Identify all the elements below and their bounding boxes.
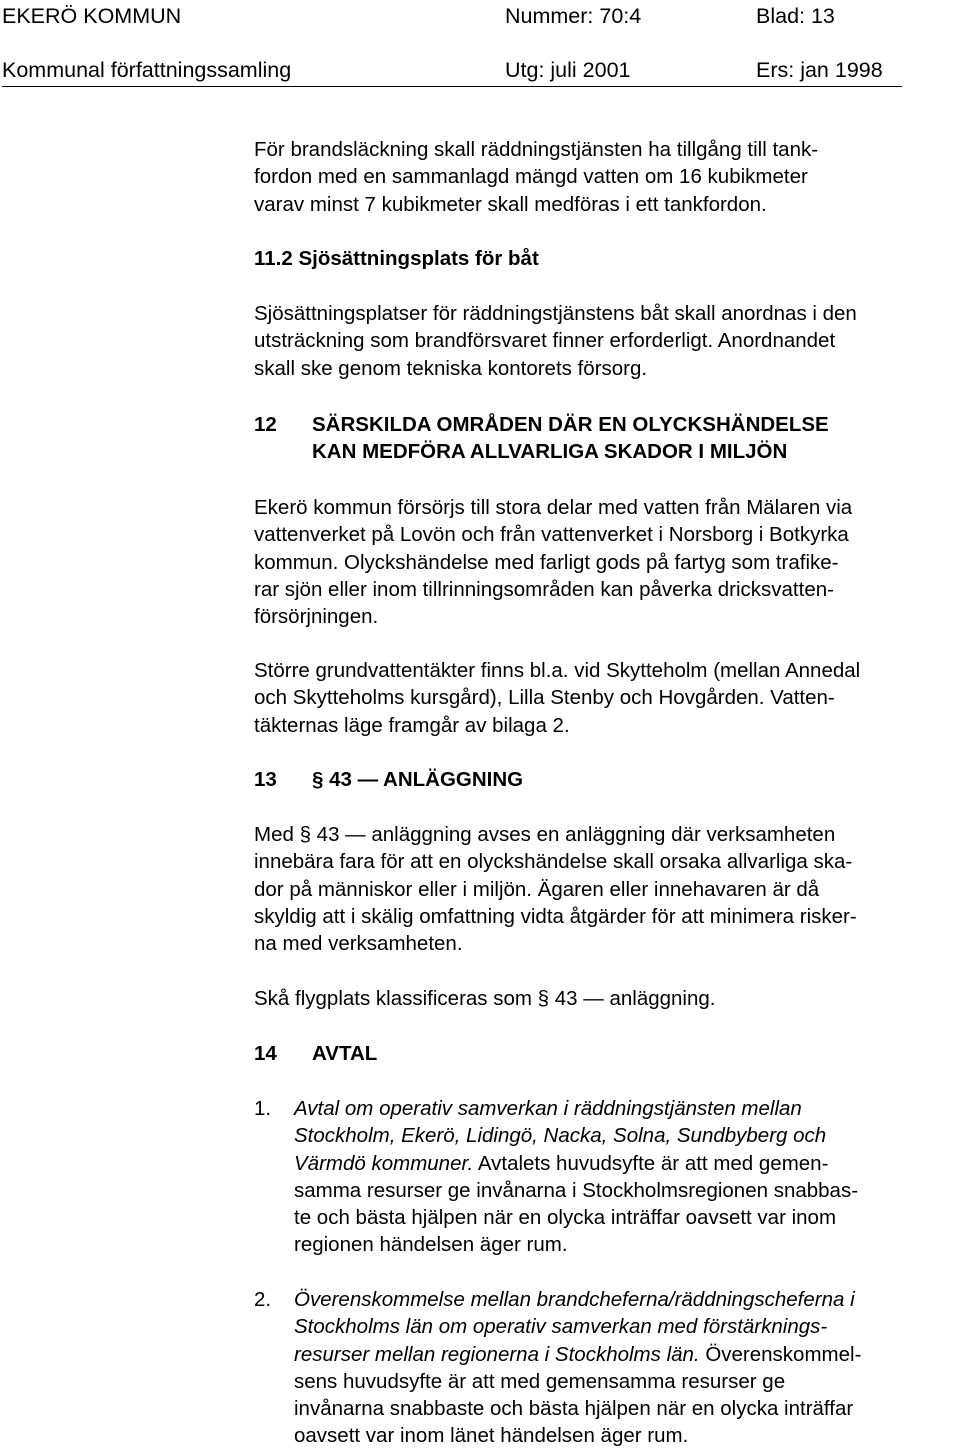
section-13-paragraph-2: Skå flygplats klassificeras som § 43 — anläggning.	[254, 987, 716, 1010]
text-line: Ekerö kommun försörjs till stora delar med vatten från Mälaren via	[254, 496, 853, 519]
list-number: 1.	[254, 1097, 272, 1120]
text-fragment: Avtalets huvudsyfte är att med gemen-	[473, 1151, 829, 1175]
section-title-line: SÄRSKILDA OMRÅDEN DÄR EN OLYCKSHÄNDELSE	[312, 413, 829, 436]
text-line: Större grundvattentäkter finns bl.a. vid Skytteholm (mellan Annedal	[254, 659, 861, 682]
agreement-item-1	[254, 1095, 960, 1259]
agreement-title-line: Stockholms län om operativ samverkan med förstärknings-	[294, 1315, 828, 1339]
agreement-title-line: resurser mellan regionerna i Stockholms län.	[294, 1342, 700, 1366]
text-line	[294, 1150, 960, 1177]
text-line: te och bästa hjälpen när en olycka inträffar oavsett var inom	[294, 1206, 837, 1230]
section-number: 12	[254, 413, 277, 436]
text-line: och Skytteholms kursgård), Lilla Stenby och Hovgården. Vatten-	[254, 686, 835, 710]
section-number: 13	[254, 768, 277, 791]
text-line: skyldig att i skälig omfattning vidta åtgärder för att minimera risker-	[254, 904, 857, 928]
section-14-heading	[254, 1040, 960, 1068]
text-line: na med verksamheten.	[254, 932, 463, 956]
paragraph-tank	[254, 136, 960, 218]
list-item-text	[294, 1286, 960, 1450]
list-item-text	[294, 1095, 960, 1259]
text-line: försörjningen.	[254, 605, 379, 629]
section-title: § 43 — ANLÄGGNING	[312, 768, 524, 791]
text-line: täkternas läge framgår av bilaga 2.	[254, 713, 570, 737]
text-line: För brandsläckning skall räddningstjänsten ha tillgång till tank-	[254, 138, 819, 161]
agreement-title-line: Stockholm, Ekerö, Lidingö, Nacka, Solna, Sundbyberg och	[294, 1124, 827, 1148]
agreement-title-line: Avtal om operativ samverkan i räddningstjänsten mellan	[294, 1097, 802, 1120]
header-collection: Kommunal författningssamling	[2, 58, 292, 82]
text-line: sens huvudsyfte är att med gemensamma resurser ge	[294, 1369, 786, 1393]
header-number: Nummer: 70:4	[505, 4, 642, 28]
text-line: Sjösättningsplatser för räddningstjänstens båt skall anordnas i den	[254, 302, 857, 325]
text-line: rar sjön eller inom tillrinningsområden kan påverka dricksvatten-	[254, 577, 834, 601]
section-12-heading	[254, 411, 960, 467]
agreement-title-line: Överenskommelse mellan brandcheferna/räddningscheferna i	[294, 1288, 855, 1311]
agreement-item-2	[254, 1286, 960, 1450]
text-line: Med § 43 — anläggning avses en anläggning där verksamheten	[254, 823, 836, 846]
text-line: samma resurser ge invånarna i Stockholmsregionen snabbas-	[294, 1178, 859, 1202]
header-org: EKERÖ KOMMUN	[2, 4, 182, 28]
section-12-paragraph-1	[254, 494, 960, 630]
section-12-paragraph-2	[254, 657, 960, 739]
header-rule	[2, 86, 902, 87]
text-line: oavsett var inom länet händelsen äger rum.	[294, 1424, 689, 1448]
text-line: regionen händelsen äger rum.	[294, 1233, 568, 1257]
header-sheet: Blad: 13	[756, 4, 835, 28]
text-line	[294, 1341, 960, 1368]
text-line: invånarna snabbaste och bästa hjälpen när en olycka inträffar	[294, 1397, 854, 1421]
header-issued: Utg: juli 2001	[505, 58, 631, 82]
section-13-heading	[254, 766, 960, 794]
text-line: varav minst 7 kubikmeter skall medföras i ett tankfordon.	[254, 192, 767, 216]
text-line: kommun. Olyckshändelse med farligt gods på fartyg som trafike-	[254, 550, 839, 574]
header-replaces: Ers: jan 1998	[756, 58, 883, 82]
agreement-title-line: Värmdö kommuner.	[294, 1151, 474, 1175]
section-title	[312, 411, 829, 466]
section-title: AVTAL	[312, 1042, 378, 1065]
section-title-line: KAN MEDFÖRA ALLVARLIGA SKADOR I MILJÖN	[312, 440, 788, 464]
section-11-2-paragraph	[254, 300, 960, 382]
section-11-2-heading: 11.2 Sjösättningsplats för båt	[254, 247, 539, 270]
list-number: 2.	[254, 1288, 272, 1311]
text-line: innebära fara för att en olyckshändelse skall orsaka allvarliga ska-	[254, 850, 853, 874]
text-fragment: Överenskommel-	[699, 1342, 862, 1366]
text-line: skall ske genom tekniska kontorets försorg.	[254, 356, 648, 380]
section-number: 14	[254, 1042, 277, 1065]
text-line: dor på människor eller i miljön. Ägaren eller innehavaren är då	[254, 877, 820, 901]
text-line: vattenverket på Lovön och från vattenverket i Norsborg i Botkyrka	[254, 523, 849, 547]
text-line: fordon med en sammanlagd mängd vatten om 16 kubikmeter	[254, 165, 808, 189]
section-13-paragraph-1	[254, 821, 960, 957]
text-line: utsträckning som brandförsvaret finner erforderligt. Anordnandet	[254, 329, 836, 353]
